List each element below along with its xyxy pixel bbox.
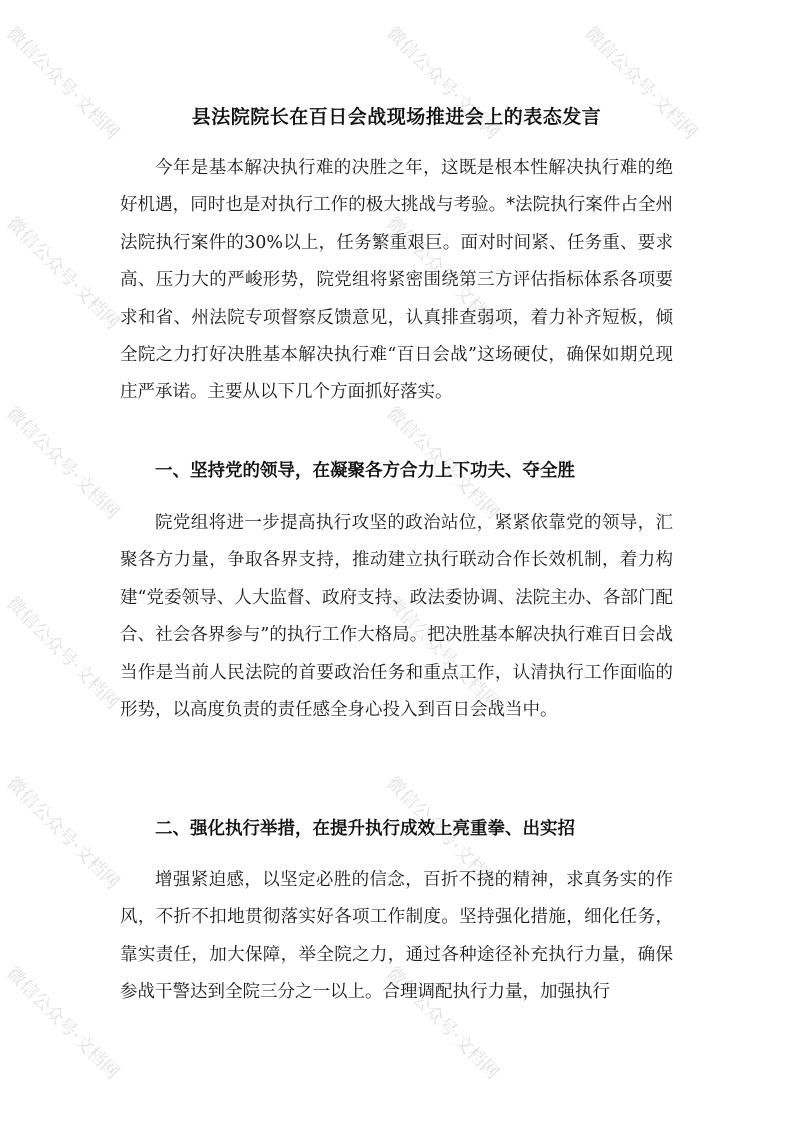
paragraph-section-1: 院党组将进一步提高执行攻坚的政治站位，紧紧依靠党的领导，汇聚各方力量，争取各界支持，推动建立执行联动合作长效机制，着力构建“党委领导、人大监督、政府支持、政法委协调、法院主办、各部门配合、社会各界参与”的执行工作大格局。把决胜基本解决执行难百日会战当作是当前人民法院的首要政治任务和重点工作，认清执行工作面临的形势，以高度负责的责任感全身心投入到百日会战当中。: [120, 513, 673, 721]
document-title: 县法院院长在百日会战现场推进会上的表态发言: [191, 106, 602, 128]
watermark: 微信公众号·文档网: [382, 962, 504, 1084]
watermark: 微信公众号·文档网: [382, 212, 504, 334]
watermark: 微信公众号·文档网: [2, 22, 124, 144]
paragraph-intro: 今年是基本解决执行难的决胜之年，这既是根本性解决执行难的绝好机遇，同时也是对执行工作的极大挑战与考验。*法院执行案件占全州法院执行案件的30%以上，任务繁重艰巨。面对时间紧、任务重、要求高、压力大的严峻形势，院党组将紧密围绕第三方评估指标体系各项要求和省、州法院专项督察反馈意见，认真排查弱项，着力补齐短板，倾全院之力打好决胜基本解决执行难“百日会战”这场硬仗，确保如期兑现庄严承诺。主要从以下几个方面抓好落实。: [120, 158, 673, 403]
watermark: 微信公众号·文档网: [2, 772, 124, 894]
watermark: 微信公众号·文档网: [382, 592, 504, 714]
watermark: 微信公众号·文档网: [580, 22, 702, 144]
section-heading-2: 二、强化执行举措，在提升执行成效上亮重拳、出实招: [155, 819, 575, 839]
watermark: 微信公众号·文档网: [382, 772, 504, 894]
watermark: 微信公众号·文档网: [2, 212, 124, 334]
watermark: 微信公众号·文档网: [382, 22, 504, 144]
watermark: 微信公众号·文档网: [2, 962, 124, 1084]
section-heading-1: 一、坚持党的领导，在凝聚各方合力上下功夫、夺全胜: [155, 461, 575, 481]
watermark: 微信公众号·文档网: [2, 402, 124, 524]
watermark: 微信公众号·文档网: [2, 592, 124, 714]
watermark: 微信公众号·文档网: [382, 402, 504, 524]
paragraph-section-2: 增强紧迫感，以坚定必胜的信念，百折不挠的精神，求真务实的作风，不折不扣地贯彻落实好各项工作制度。坚持强化措施，细化任务，靠实责任，加大保障，举全院之力，通过各种途径补充执行力量，确保参战干警达到全院三分之一以上。合理调配执行力量，加强执行: [120, 870, 673, 1003]
